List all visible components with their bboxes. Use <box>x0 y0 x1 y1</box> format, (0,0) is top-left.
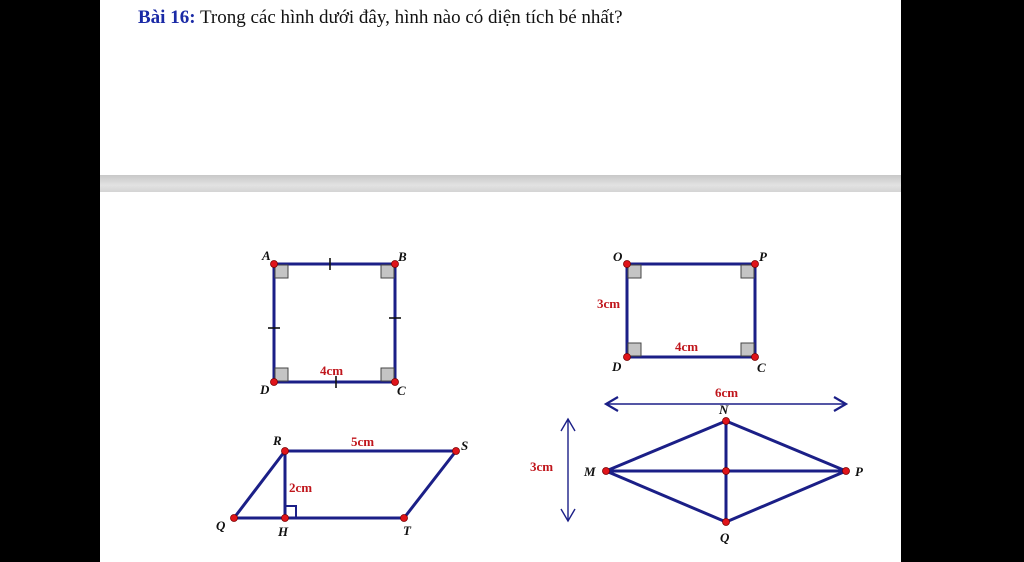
square-abcd <box>259 248 407 398</box>
center-point <box>723 468 730 475</box>
vertex-label-b: B <box>398 249 407 264</box>
exercise-question: Trong các hình dưới đây, hình nào có diện tích bé nhất? <box>199 7 623 28</box>
vertex-label-c: C <box>397 383 406 398</box>
vertex-point <box>231 515 238 522</box>
vertex-point <box>271 261 278 268</box>
vertical-diagonal-label: 3cm <box>530 459 554 474</box>
vertex-point <box>723 519 730 526</box>
vertex-label-s: S <box>461 438 469 453</box>
right-angle-mark <box>628 343 641 356</box>
base-label: 5cm <box>351 434 375 449</box>
right-angle-mark <box>628 265 641 278</box>
vertex-label-p: P <box>855 464 863 479</box>
rectangle-opcd <box>597 249 768 375</box>
right-angle-mark <box>275 265 288 278</box>
rhombus-mnpq <box>530 385 864 545</box>
right-angle-mark <box>741 343 754 356</box>
vertex-point <box>843 468 850 475</box>
vertex-label-h: H <box>278 524 289 539</box>
vertex-label-o: O <box>613 249 623 264</box>
right-angle-mark <box>381 368 394 381</box>
vertex-label-q: Q <box>720 530 730 545</box>
vertex-label-c: C <box>757 360 766 375</box>
parallelogram-rstq <box>216 433 468 539</box>
vertex-point <box>624 261 631 268</box>
right-angle-mark <box>275 368 288 381</box>
horizontal-diagonal-label: 6cm <box>715 385 739 400</box>
height-label: 2cm <box>289 480 313 495</box>
vertex-label-m: M <box>584 464 596 479</box>
vertex-point <box>453 448 460 455</box>
vertex-point <box>723 418 730 425</box>
vertex-label-p: P <box>759 249 767 264</box>
vertex-point <box>282 515 289 522</box>
vertex-label-t: T <box>403 523 411 538</box>
vertex-label-n: N <box>719 402 729 417</box>
right-angle-mark <box>381 265 394 278</box>
right-angle-mark <box>741 265 754 278</box>
vertex-point <box>401 515 408 522</box>
side-length-label: 4cm <box>320 363 344 378</box>
vertex-point <box>624 354 631 361</box>
height-label: 3cm <box>597 296 621 311</box>
vertex-label-q: Q <box>216 518 226 533</box>
vertex-label-d: D <box>612 359 622 374</box>
width-label: 4cm <box>675 339 699 354</box>
vertex-point <box>271 379 278 386</box>
parallelogram-outline <box>234 451 456 518</box>
vertex-point <box>282 448 289 455</box>
vertex-label-d: D <box>260 382 270 397</box>
vertex-point <box>603 468 610 475</box>
exercise-number: Bài 16: <box>138 7 196 28</box>
vertex-label-r: R <box>273 433 282 448</box>
vertex-point <box>752 261 759 268</box>
vertex-label-a: A <box>262 248 271 263</box>
